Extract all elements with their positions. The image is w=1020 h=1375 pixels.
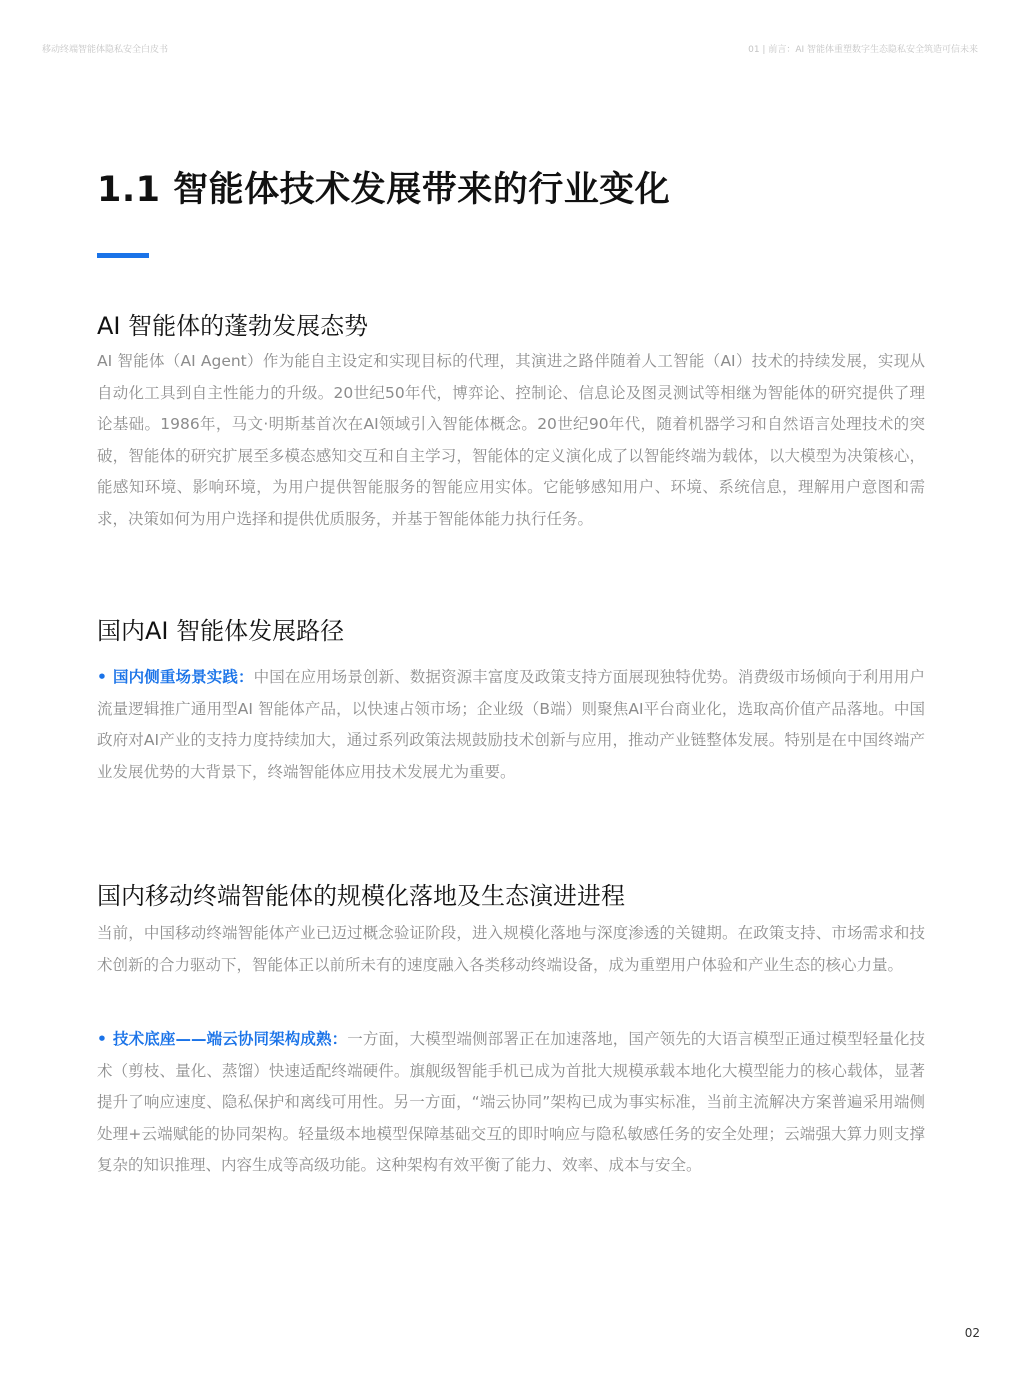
running-header-right: 01 | 前言：AI 智能体重塑数字生态隐私安全筑造可信未来 (748, 45, 978, 55)
heading-domestic-ai-agent-path: 国内AI 智能体发展路径 (97, 617, 345, 645)
section-title: 1.1 智能体技术发展带来的行业变化 (97, 170, 671, 210)
paragraph-device-cloud-architecture (97, 1024, 925, 1182)
lead-term-device-cloud: 技术底座——端云协同架构成熟： (112, 1030, 348, 1048)
paragraph-mobile-agent-current-state: 当前，中国移动终端智能体产业已迈过概念验证阶段，进入规模化落地与深度渗透的关键期。在政策支持、市场需求和技术创新的合力驱动下，智能体正以前所未有的速度融入各类移动终端设备，成为重塑用户体验和产业生态的核心力量。 (97, 924, 925, 974)
bullet-icon: • (97, 668, 107, 686)
paragraph-agent-development-trend: AI 智能体（AI Agent）作为能自主设定和实现目标的代理，其演进之路伴随着人工智能（AI）技术的持续发展，实现从自动化工具到自主性能力的升级。20世纪50年代，博弈论、控制论、信息论及图灵测试等相继为智能体的研究提供了理论基础。1986年，马文·明斯基首次在AI领域引入智能体概念。20世纪90年代，随着机器学习和自然语言处理技术的突破，智能体的研究扩展至多模态感知交互和自主学习，智能体的定义演化成了以智能终端为载体，以大模型为决策核心，能感知环境、影响环境，为用户提供智能服务的智能应用实体。它能够感知用户、环境、系统信息，理解用户意图和需求，决策如何为用户选择和提供优质服务，并基于智能体能力执行任务。 (97, 352, 925, 528)
paragraph-body-device-cloud: 一方面，大模型端侧部署正在加速落地，国产领先的大语言模型正通过模型轻量化技术（剪枝、量化、蒸馏）快速适配终端硬件。旗舰级智能手机已成为首批大规模承载本地化大模型能力的核心载体，显著提升了响应速度、隐私保护和离线可用性。另一方面，“端云协同”架构已成为事实标准，当前主流解决方案普遍采用端侧处理+云端赋能的协同架构。轻量级本地模型保障基础交互的即时响应与隐私敏感任务的安全处理；云端强大算力则支撑复杂的知识推理、内容生成等高级功能。这种架构有效平衡了能力、效率、成本与安全。 (97, 1030, 925, 1174)
heading-agent-development-trend: AI 智能体的蓬勃发展态势 (97, 312, 369, 340)
heading-mobile-agent-deployment: 国内移动终端智能体的规模化落地及生态演进进程 (97, 882, 625, 910)
running-header-left: 移动终端智能体隐私安全白皮书 (42, 45, 169, 55)
page-number: 02 (964, 1326, 980, 1340)
lead-term-scene-practice: 国内侧重场景实践： (112, 668, 254, 686)
title-accent-rule (97, 253, 149, 258)
paragraph-domestic-scene-practice (97, 662, 925, 788)
paragraph-body-scene-practice: 中国在应用场景创新、数据资源丰富度及政策支持方面展现独特优势。消费级市场倾向于利用用户流量逻辑推广通用型AI 智能体产品，以快速占领市场；企业级（B端）则聚焦AI平台商业化，选取高价值产品落地。中国政府对AI产业的支持力度持续加大，通过系列政策法规鼓励技术创新与应用，推动产业链整体发展。特别是在中国终端产业发展优势的大背景下，终端智能体应用技术发展尤为重要。 (97, 668, 925, 781)
bullet-icon: • (97, 1030, 107, 1048)
